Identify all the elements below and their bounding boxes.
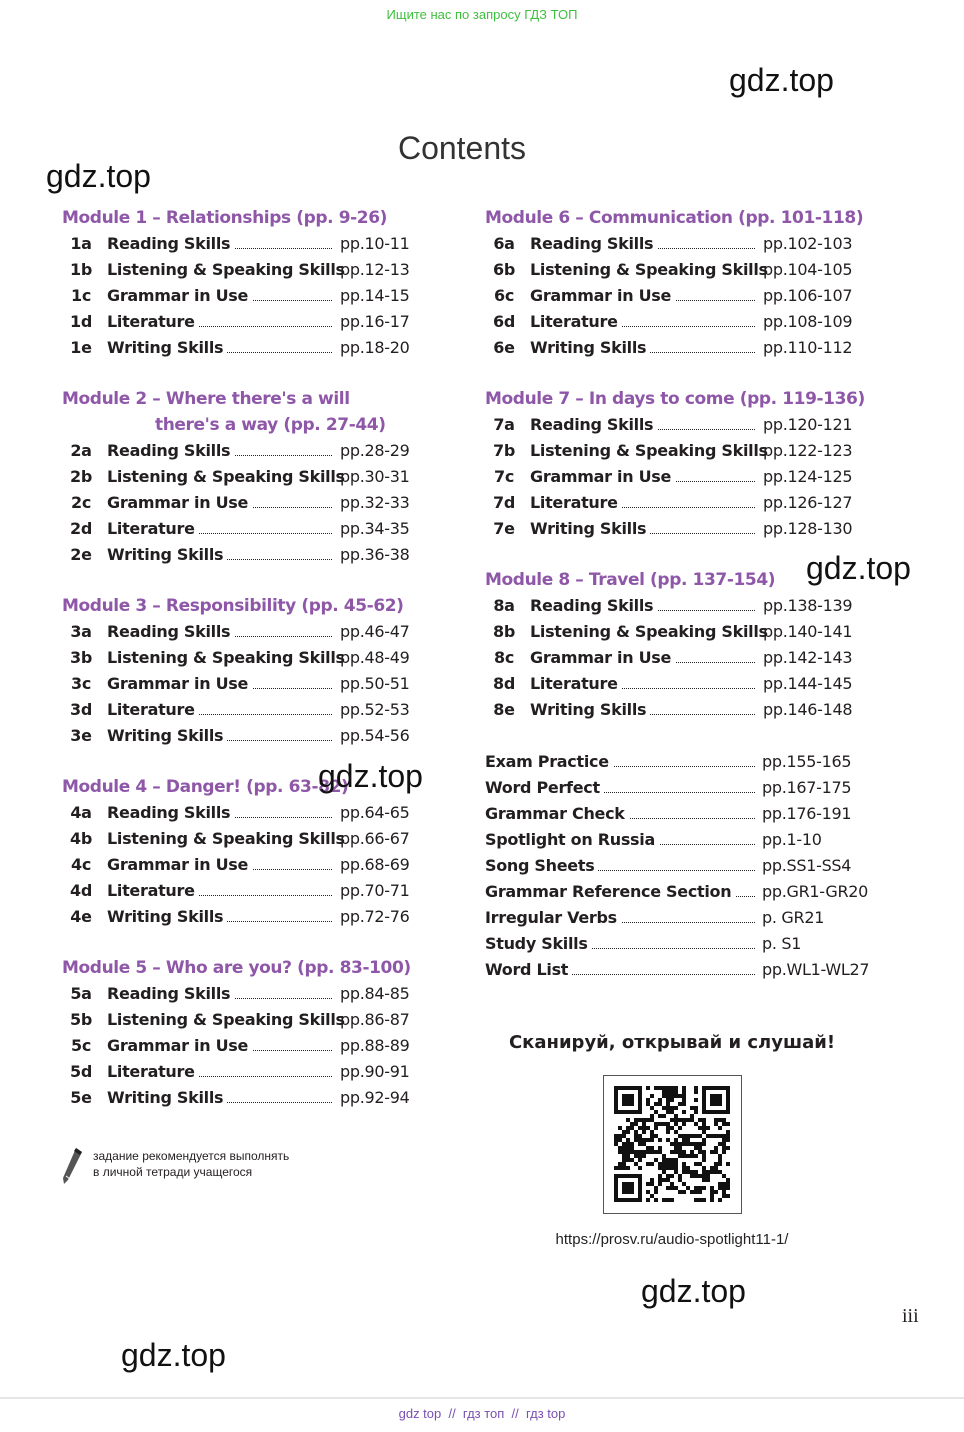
unit-code: 2e [70,545,92,564]
pencil-icon [60,1146,84,1190]
contents-row[interactable] [62,878,462,904]
unit-label: Grammar in Use [107,490,252,516]
extras-label: Song Sheets [485,853,598,879]
extras-row[interactable] [485,931,905,957]
unit-code: 1a [70,234,92,253]
unit-pages: pp.52-53 [340,700,410,719]
contents-row[interactable] [62,231,462,257]
footer-divider [0,1397,964,1399]
unit-label: Writing Skills [107,723,227,749]
unit-pages: pp.92-94 [340,1088,410,1107]
page-title: Contents [397,130,527,166]
right-column [485,205,905,983]
unit-code: 2c [70,493,92,512]
extras-pages: pp.176-191 [762,804,852,823]
unit-code: 5c [70,1036,92,1055]
unit-code: 3a [70,622,92,641]
unit-label: Listening & Speaking Skills [530,257,772,283]
contents-row[interactable] [62,645,462,671]
unit-pages: pp.86-87 [340,1010,410,1029]
unit-code: 5e [70,1088,92,1107]
contents-row[interactable] [62,1085,462,1111]
contents-row[interactable] [62,904,462,930]
unit-label: Grammar in Use [107,283,252,309]
unit-label: Literature [107,1059,199,1085]
unit-pages: pp.106-107 [763,286,853,305]
module-block [62,774,462,930]
page-number: iii [902,1305,919,1327]
contents-row[interactable] [62,723,462,749]
unit-label: Reading Skills [530,593,657,619]
contents-row[interactable] [485,257,905,283]
unit-pages: pp.36-38 [340,545,410,564]
unit-pages: pp.140-141 [763,622,853,641]
module-block [62,593,462,749]
left-column [62,205,462,1111]
unit-label: Reading Skills [107,619,234,645]
contents-row[interactable] [62,309,462,335]
note-line-1: задание рекомендуется выполнять [93,1149,290,1163]
unit-label: Writing Skills [530,697,650,723]
extras-pages: pp.167-175 [762,778,852,797]
contents-row[interactable] [485,671,905,697]
contents-row[interactable] [62,1007,462,1033]
unit-code: 7a [493,415,515,434]
unit-label: Grammar in Use [530,464,675,490]
extras-pages: p. S1 [762,934,802,953]
unit-code: 7e [493,519,515,538]
module-title[interactable]: Module 4 – Danger! (pp. 63-82) [62,777,349,797]
module-title[interactable]: Module 5 – Who are you? (pp. 83-100) [62,958,411,978]
unit-code: 7d [493,493,515,512]
module-block [485,386,905,542]
unit-label: Reading Skills [107,231,234,257]
unit-pages: pp.88-89 [340,1036,410,1055]
contents-row[interactable] [62,1033,462,1059]
unit-label: Grammar in Use [107,671,252,697]
unit-pages: pp.14-15 [340,286,410,305]
unit-label: Listening & Speaking Skills [530,619,772,645]
module-title[interactable]: Module 6 – Communication (pp. 101-118) [485,208,864,228]
unit-pages: pp.126-127 [763,493,853,512]
unit-code: 1e [70,338,92,357]
unit-code: 2b [70,467,92,486]
unit-label: Listening & Speaking Skills [107,826,349,852]
contents-row[interactable] [62,335,462,361]
unit-pages: pp.46-47 [340,622,410,641]
unit-code: 8b [493,622,515,641]
unit-pages: pp.142-143 [763,648,853,667]
contents-row[interactable] [485,283,905,309]
unit-pages: pp.66-67 [340,829,410,848]
unit-label: Writing Skills [107,904,227,930]
extras-pages: pp.1-10 [762,830,822,849]
module-block [485,567,905,723]
unit-code: 2d [70,519,92,538]
footer-links[interactable]: gdz top // гдз топ // гдз top [398,1406,566,1421]
unit-label: Literature [530,309,622,335]
module-title[interactable]: Module 8 – Travel (pp. 137-154) [485,570,776,590]
contents-row[interactable] [62,1059,462,1085]
contents-row[interactable] [62,516,462,542]
unit-code: 8c [493,648,515,667]
unit-code: 5d [70,1062,92,1081]
contents-row[interactable] [62,981,462,1007]
extras-row[interactable] [485,853,905,879]
watermark: gdz.top [729,62,834,98]
contents-row[interactable] [62,697,462,723]
watermark: gdz.top [46,158,151,194]
extras-label: Irregular Verbs [485,905,621,931]
unit-pages: pp.146-148 [763,700,853,719]
extras-label: Word Perfect [485,775,604,801]
unit-label: Reading Skills [107,981,234,1007]
contents-row[interactable] [485,231,905,257]
unit-code: 5b [70,1010,92,1029]
unit-code: 6a [493,234,515,253]
unit-code: 4d [70,881,92,900]
contents-row[interactable] [485,412,905,438]
unit-pages: pp.104-105 [763,260,853,279]
unit-code: 6e [493,338,515,357]
extras-pages: pp.SS1-SS4 [762,856,852,875]
contents-row[interactable] [62,438,462,464]
unit-pages: pp.128-130 [763,519,853,538]
extras-label: Word List [485,957,572,983]
extras-list [485,749,905,983]
unit-code: 6c [493,286,515,305]
module-title-continuation[interactable]: there's a way (pp. 27-44) [155,415,386,435]
contents-row[interactable] [62,283,462,309]
unit-pages: pp.70-71 [340,881,410,900]
unit-pages: pp.102-103 [763,234,853,253]
unit-code: 8e [493,700,515,719]
unit-label: Literature [107,309,199,335]
contents-row[interactable] [62,852,462,878]
extras-row[interactable] [485,827,905,853]
module-title[interactable]: Module 3 – Responsibility (pp. 45-62) [62,596,404,616]
unit-code: 5a [70,984,92,1003]
unit-code: 8d [493,674,515,693]
unit-code: 3d [70,700,92,719]
unit-code: 1d [70,312,92,331]
unit-label: Reading Skills [107,438,234,464]
unit-label: Listening & Speaking Skills [107,645,349,671]
unit-pages: pp.120-121 [763,415,853,434]
unit-pages: pp.144-145 [763,674,853,693]
unit-label: Listening & Speaking Skills [107,1007,349,1033]
extras-row[interactable] [485,957,905,983]
extras-label: Study Skills [485,931,592,957]
unit-pages: pp.84-85 [340,984,410,1003]
unit-label: Listening & Speaking Skills [107,464,349,490]
unit-code: 2a [70,441,92,460]
module-block [62,205,462,361]
unit-code: 4e [70,907,92,926]
contents-row[interactable] [485,593,905,619]
contents-row[interactable] [62,619,462,645]
unit-pages: pp.48-49 [340,648,410,667]
extras-label: Grammar Check [485,801,629,827]
unit-pages: pp.50-51 [340,674,410,693]
unit-pages: pp.10-11 [340,234,410,253]
unit-pages: pp.72-76 [340,907,410,926]
unit-pages: pp.122-123 [763,441,853,460]
contents-row[interactable] [62,800,462,826]
unit-label: Writing Skills [107,1085,227,1111]
extras-label: Spotlight on Russia [485,827,659,853]
unit-pages: pp.110-112 [763,338,853,357]
unit-label: Literature [107,878,199,904]
unit-pages: pp.30-31 [340,467,410,486]
contents-row[interactable] [62,671,462,697]
unit-label: Writing Skills [530,335,650,361]
unit-code: 8a [493,596,515,615]
module-title[interactable]: Module 1 – Relationships (pp. 9-26) [62,208,388,228]
unit-label: Writing Skills [107,335,227,361]
unit-label: Reading Skills [107,800,234,826]
unit-code: 4a [70,803,92,822]
unit-code: 6d [493,312,515,331]
extras-row[interactable] [485,801,905,827]
contents-row[interactable] [62,542,462,568]
module-block [485,205,905,361]
contents-row[interactable] [485,309,905,335]
unit-pages: pp.68-69 [340,855,410,874]
unit-code: 1b [70,260,92,279]
contents-row[interactable] [62,490,462,516]
scan-heading: Сканируй, открывай и слушай! [508,1032,836,1053]
top-search-note: Ищите нас по запросу ГДЗ ТОП [386,7,578,22]
contents-row[interactable] [485,438,905,464]
unit-label: Literature [530,490,622,516]
unit-pages: pp.18-20 [340,338,410,357]
unit-code: 1c [70,286,92,305]
unit-code: 7c [493,467,515,486]
contents-row[interactable] [62,826,462,852]
unit-label: Writing Skills [530,516,650,542]
unit-pages: pp.12-13 [340,260,410,279]
watermark: gdz.top [121,1337,226,1373]
unit-pages: pp.54-56 [340,726,410,745]
notebook-note [93,1148,289,1180]
unit-label: Grammar in Use [530,283,675,309]
contents-row[interactable] [485,516,905,542]
contents-row[interactable] [485,645,905,671]
note-line-2: в личной тетради учащегося [93,1165,253,1179]
unit-code: 4c [70,855,92,874]
unit-label: Grammar in Use [530,645,675,671]
contents-row[interactable] [62,464,462,490]
unit-label: Literature [530,671,622,697]
unit-code: 7b [493,441,515,460]
unit-label: Reading Skills [530,412,657,438]
unit-pages: pp.90-91 [340,1062,410,1081]
unit-label: Listening & Speaking Skills [107,257,349,283]
unit-pages: pp.64-65 [340,803,410,822]
unit-label: Grammar in Use [107,1033,252,1059]
qr-code[interactable] [603,1075,742,1214]
unit-label: Reading Skills [530,231,657,257]
module-title[interactable]: Module 7 – In days to come (pp. 119-136) [485,389,865,409]
extras-row[interactable] [485,775,905,801]
unit-pages: pp.138-139 [763,596,853,615]
unit-label: Listening & Speaking Skills [530,438,772,464]
unit-pages: pp.16-17 [340,312,410,331]
contents-row[interactable] [485,490,905,516]
contents-row[interactable] [62,257,462,283]
contents-row[interactable] [485,697,905,723]
extras-label: Grammar Reference Section [485,879,735,905]
unit-code: 3c [70,674,92,693]
unit-pages: pp.28-29 [340,441,410,460]
module-block [62,386,462,568]
contents-row[interactable] [485,335,905,361]
unit-pages: pp.108-109 [763,312,853,331]
extras-row[interactable] [485,879,905,905]
unit-pages: pp.34-35 [340,519,410,538]
unit-label: Literature [107,516,199,542]
extras-row[interactable] [485,749,905,775]
watermark: gdz.top [806,550,911,586]
unit-pages: pp.32-33 [340,493,410,512]
extras-pages: p. GR21 [762,908,825,927]
extras-row[interactable] [485,905,905,931]
watermark: gdz.top [641,1273,746,1309]
unit-code: 3b [70,648,92,667]
unit-pages: pp.124-125 [763,467,853,486]
unit-code: 3e [70,726,92,745]
contents-row[interactable] [485,464,905,490]
watermark: gdz.top [318,758,423,794]
module-block [62,955,462,1111]
unit-code: 6b [493,260,515,279]
module-title[interactable]: Module 2 – Where there's a will [62,389,350,409]
unit-label: Writing Skills [107,542,227,568]
unit-label: Grammar in Use [107,852,252,878]
extras-label: Exam Practice [485,749,613,775]
unit-code: 4b [70,829,92,848]
extras-pages: pp.155-165 [762,752,852,771]
extras-pages: pp.WL1-WL27 [762,960,870,979]
extras-pages: pp.GR1-GR20 [762,882,869,901]
contents-row[interactable] [485,619,905,645]
audio-url-link[interactable]: https://prosv.ru/audio-spotlight11-1/ [555,1231,789,1248]
unit-label: Literature [107,697,199,723]
